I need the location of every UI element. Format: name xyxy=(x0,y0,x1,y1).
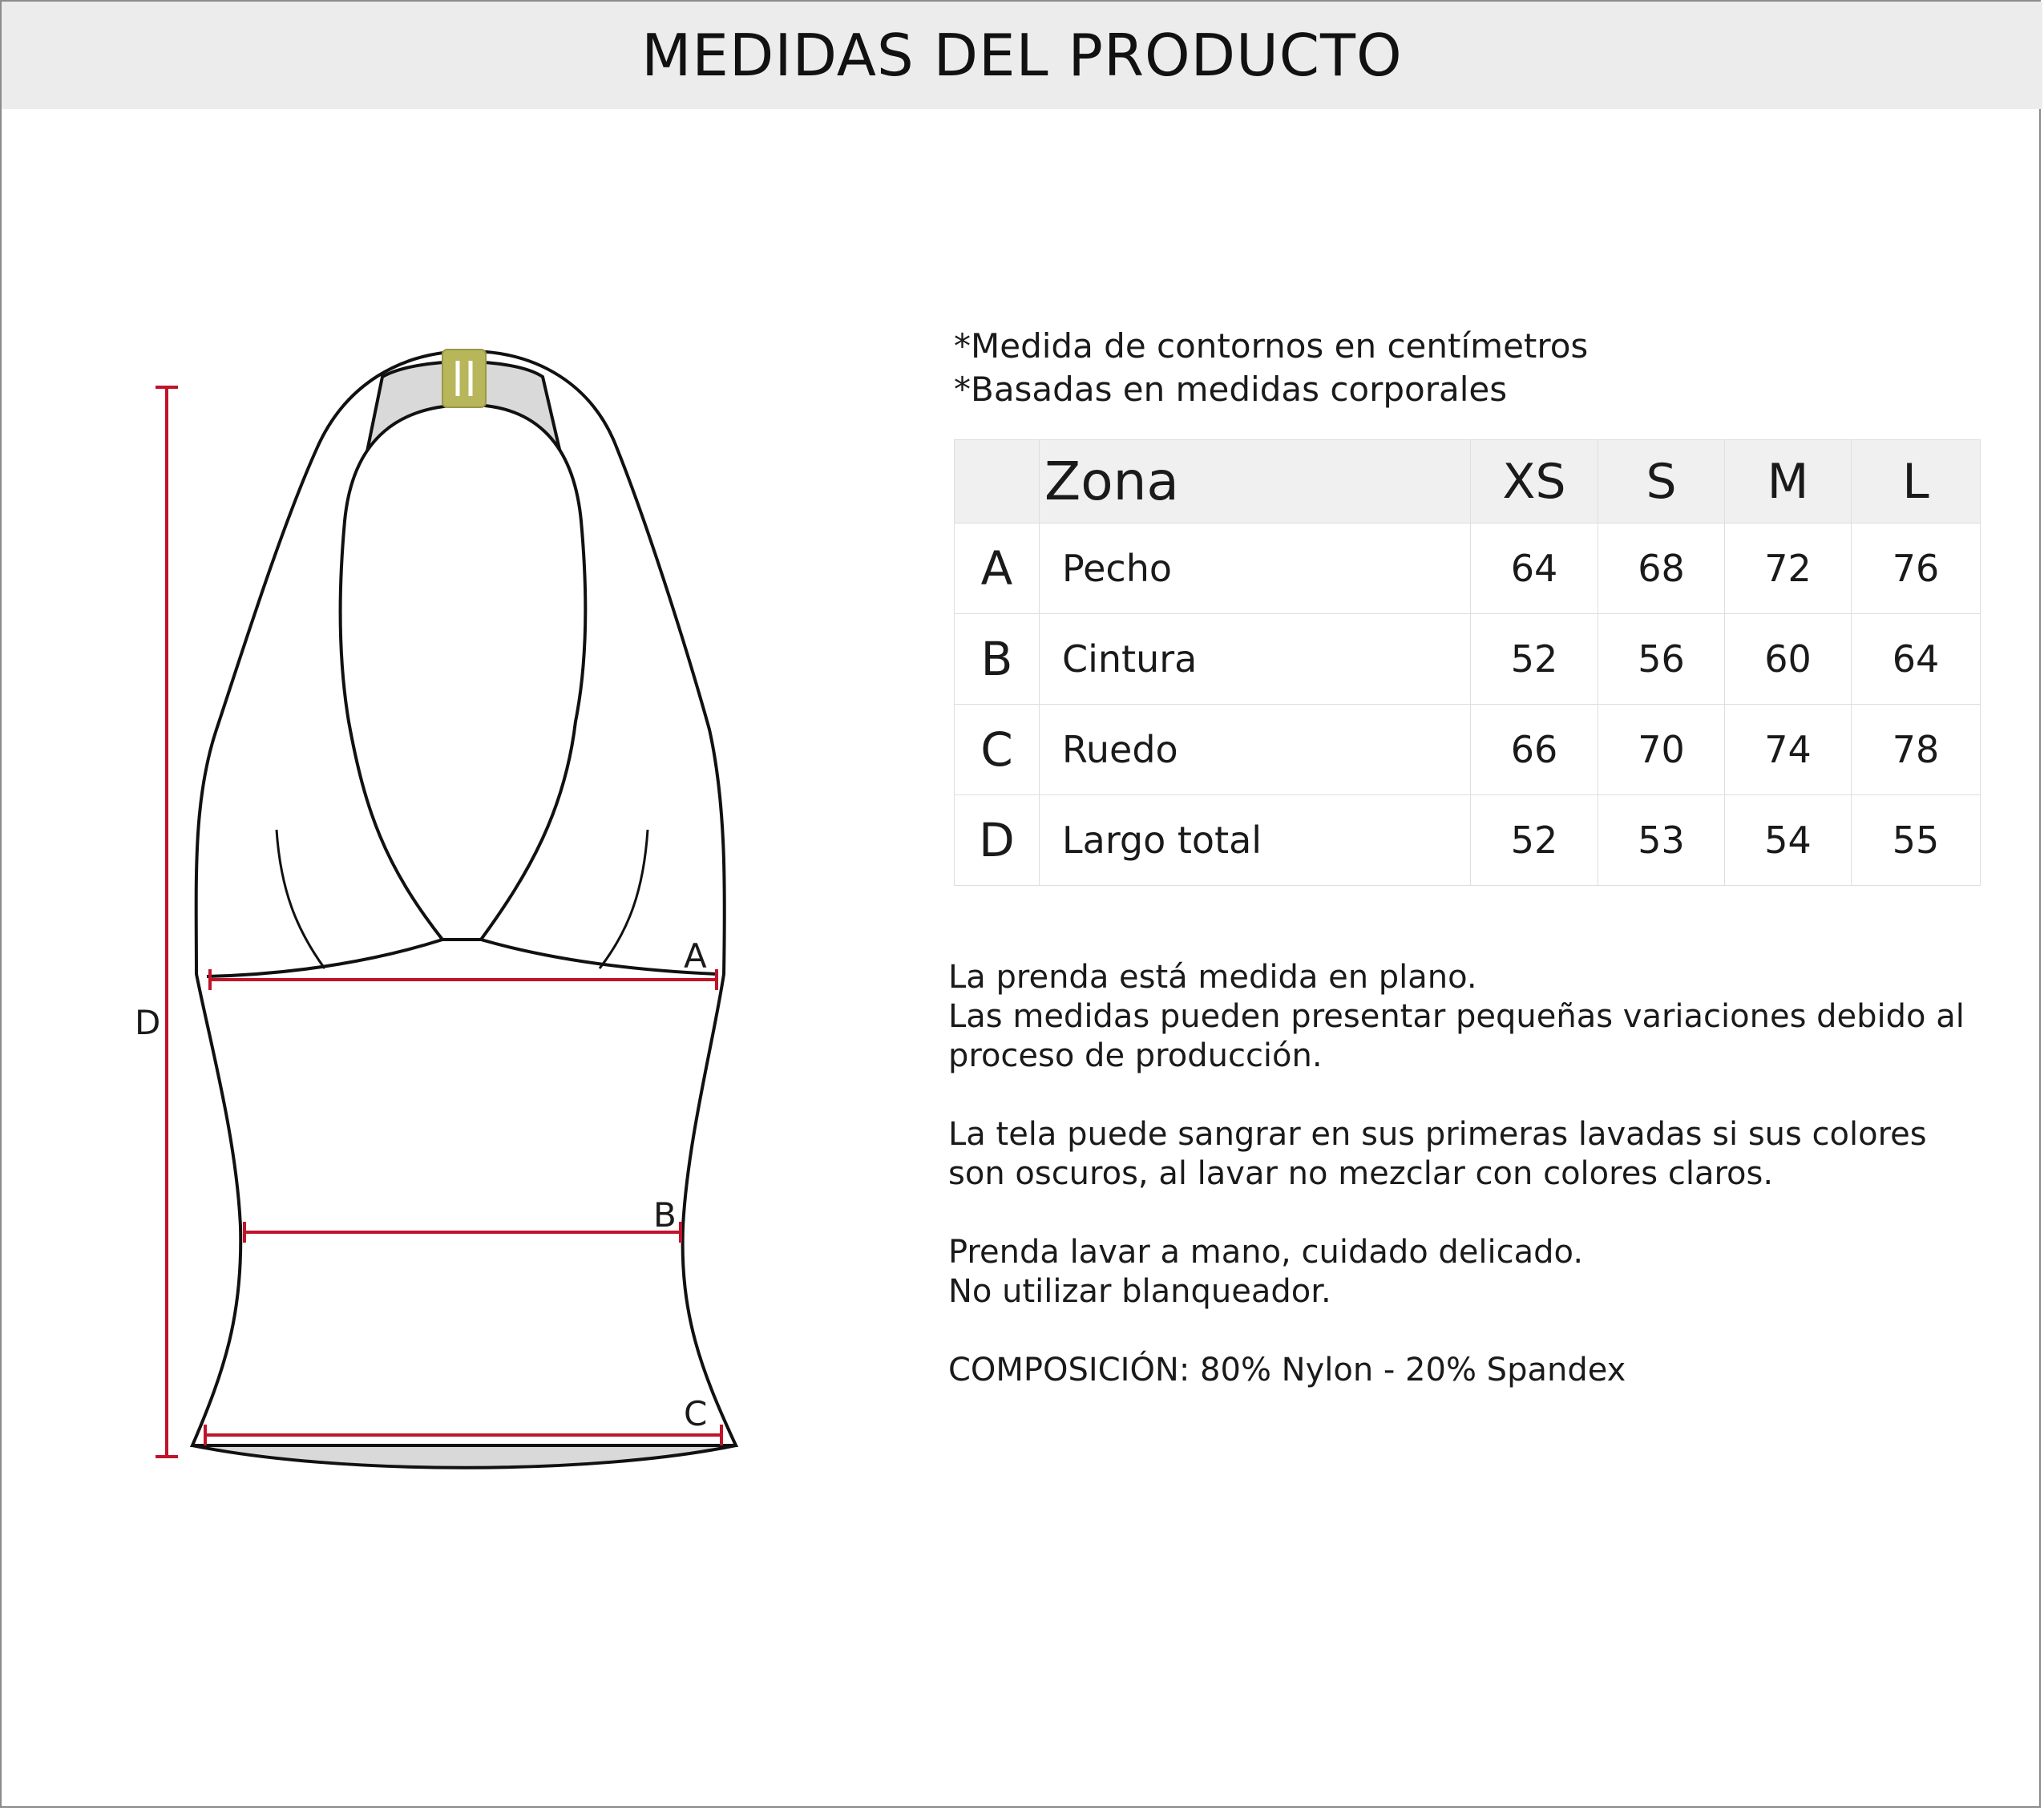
header-size-m: M xyxy=(1725,440,1852,523)
row-zone: Largo total xyxy=(1040,795,1471,886)
header-size-xs: XS xyxy=(1471,440,1598,523)
cell-m: 72 xyxy=(1725,523,1852,614)
header-size-l: L xyxy=(1852,440,1981,523)
label-c: C xyxy=(684,1394,708,1433)
header-size-s: S xyxy=(1598,440,1725,523)
row-zone: Ruedo xyxy=(1040,705,1471,795)
info-measurement: La prenda está medida en plano. Las medidas pueden presentar pequeñas variaciones debido al proceso de producción. xyxy=(948,959,1965,1074)
table-row xyxy=(955,705,1981,795)
table-row xyxy=(955,614,1981,705)
label-d: D xyxy=(135,1003,161,1042)
row-letter: B xyxy=(955,614,1040,705)
row-letter: C xyxy=(955,705,1040,795)
bust-seam xyxy=(207,940,717,976)
measure-b xyxy=(244,1222,681,1243)
size-table xyxy=(954,439,1981,886)
care-info xyxy=(948,958,2006,1429)
measure-c xyxy=(205,1425,721,1445)
cell-m: 54 xyxy=(1725,795,1852,886)
page-title: MEDIDAS DEL PRODUCTO xyxy=(2,2,2042,109)
measure-d xyxy=(156,387,178,1457)
measurement-notes xyxy=(954,325,1588,411)
neckline xyxy=(341,405,586,940)
cell-l: 64 xyxy=(1852,614,1981,705)
table-row xyxy=(955,795,1981,886)
cell-s: 68 xyxy=(1598,523,1725,614)
cup-dart-right xyxy=(600,830,648,968)
cell-l: 76 xyxy=(1852,523,1981,614)
table-row xyxy=(955,523,1981,614)
info-bleeding: La tela puede sangrar en sus primeras lavadas si sus colores son oscuros, al lavar no mezclar con colores claros. xyxy=(948,1116,1927,1192)
cup-dart-left xyxy=(277,830,325,968)
header-letter xyxy=(955,440,1040,523)
note-contours: *Medida de contornos en centímetros xyxy=(954,326,1589,366)
cell-s: 53 xyxy=(1598,795,1725,886)
info-washing: Prenda lavar a mano, cuidado delicado. No utilizar blanqueador. xyxy=(948,1234,1584,1310)
cell-m: 60 xyxy=(1725,614,1852,705)
cell-xs: 52 xyxy=(1471,795,1598,886)
row-letter: D xyxy=(955,795,1040,886)
row-zone: Cintura xyxy=(1040,614,1471,705)
cell-xs: 64 xyxy=(1471,523,1598,614)
garment-diagram xyxy=(0,0,882,1811)
cell-s: 70 xyxy=(1598,705,1725,795)
table-header-row xyxy=(955,440,1981,523)
cell-xs: 66 xyxy=(1471,705,1598,795)
note-body-measures: *Basadas en medidas corporales xyxy=(954,370,1508,409)
neck-clasp xyxy=(442,350,486,407)
cell-l: 78 xyxy=(1852,705,1981,795)
cell-l: 55 xyxy=(1852,795,1981,886)
info-composition: COMPOSICIÓN: 80% Nylon - 20% Spandex xyxy=(948,1352,1626,1389)
cell-m: 74 xyxy=(1725,705,1852,795)
row-zone: Pecho xyxy=(1040,523,1471,614)
row-letter: A xyxy=(955,523,1040,614)
cell-s: 56 xyxy=(1598,614,1725,705)
label-a: A xyxy=(684,936,707,976)
header-zona: Zona xyxy=(1040,440,1471,523)
hem-lining xyxy=(192,1445,736,1468)
cell-xs: 52 xyxy=(1471,614,1598,705)
label-b: B xyxy=(653,1195,677,1235)
